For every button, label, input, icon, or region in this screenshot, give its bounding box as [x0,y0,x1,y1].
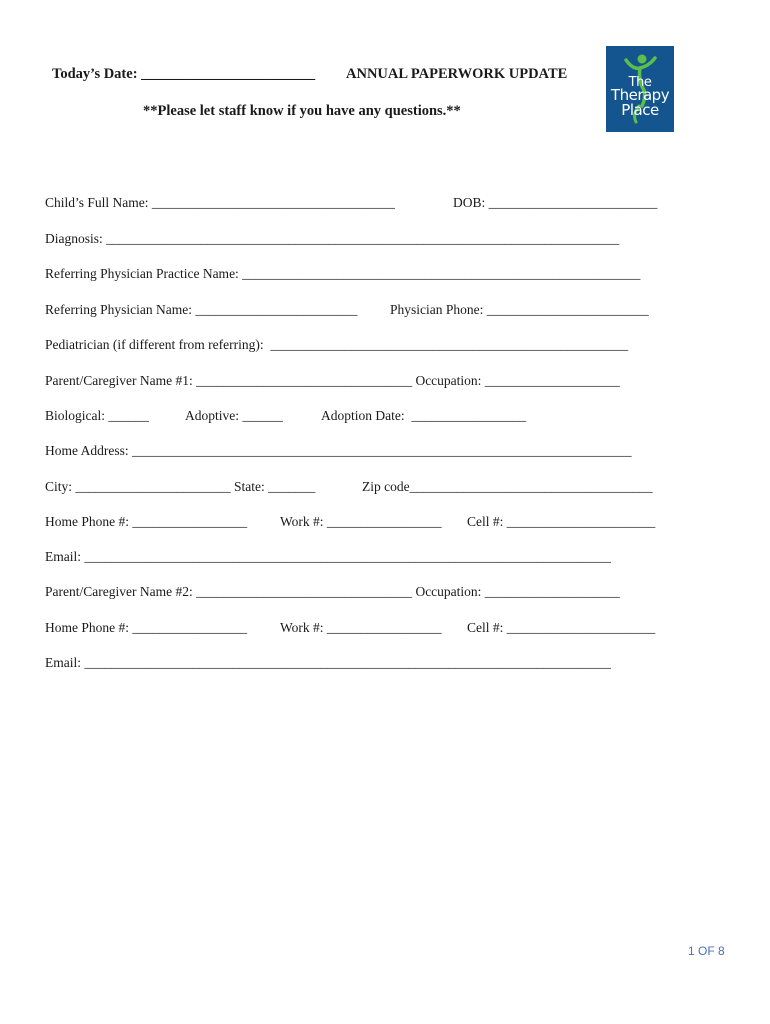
physician-phone-field[interactable]: Physician Phone: ________________________ [390,302,649,317]
parent2-home-phone-field[interactable]: Home Phone #: _________________ [45,620,248,635]
therapy-place-logo [606,46,674,132]
parent1-home-phone-field[interactable]: Home Phone #: _________________ [45,514,248,529]
parent1-work-phone-field[interactable]: Work #: _________________ [280,514,442,529]
parent1-cell-field[interactable]: Cell #: ______________________ [467,514,656,529]
diagnosis-field[interactable]: Diagnosis: ____________________________________________________________________________ [45,231,620,246]
parent2-work-phone-field[interactable]: Work #: _________________ [280,620,442,635]
referring-physician-field[interactable]: Referring Physician Name: ________________________ [45,302,358,317]
parent2-cell-field[interactable]: Cell #: ______________________ [467,620,656,635]
page-number: 1 OF 8 [688,944,725,958]
parent2-name-field[interactable]: Parent/Caregiver Name #2: ________________________________ Occupation: ____________________ [45,584,620,599]
logo-text-the: The [628,75,652,90]
referring-practice-field[interactable]: Referring Physician Practice Name: ___________________________________________________________ [45,266,641,281]
city-state-field[interactable]: City: _______________________ State: _______ [45,479,316,494]
child-name-field[interactable]: Child’s Full Name: ____________________________________ [45,195,395,210]
biological-field[interactable]: Biological: ______ [45,408,149,423]
dob-field[interactable]: DOB: _________________________ [453,195,658,210]
todays-date-field: Today’s Date: ________________________ [52,66,316,82]
home-address-field[interactable]: Home Address: __________________________________________________________________________ [45,443,632,458]
logo-text-place: Place [621,101,659,119]
adoptive-field[interactable]: Adoptive: ______ [185,408,283,423]
parent1-name-field[interactable]: Parent/Caregiver Name #1: ________________________________ Occupation: ____________________ [45,373,620,388]
logo-text-therapy: Therapy [610,86,670,104]
parent1-email-field[interactable]: Email: ______________________________________________________________________________ [45,549,611,564]
zip-code-field[interactable]: Zip code____________________________________ [362,479,653,494]
form-title: ANNUAL PAPERWORK UPDATE [346,66,568,82]
staff-note: **Please let staff know if you have any questions.** [143,103,461,119]
parent2-email-field[interactable]: Email: ______________________________________________________________________________ [45,655,611,670]
adoption-date-field[interactable]: Adoption Date: _________________ [321,408,527,423]
pediatrician-field[interactable]: Pediatrician (if different from referring): _____________________________________________________ [45,337,629,352]
